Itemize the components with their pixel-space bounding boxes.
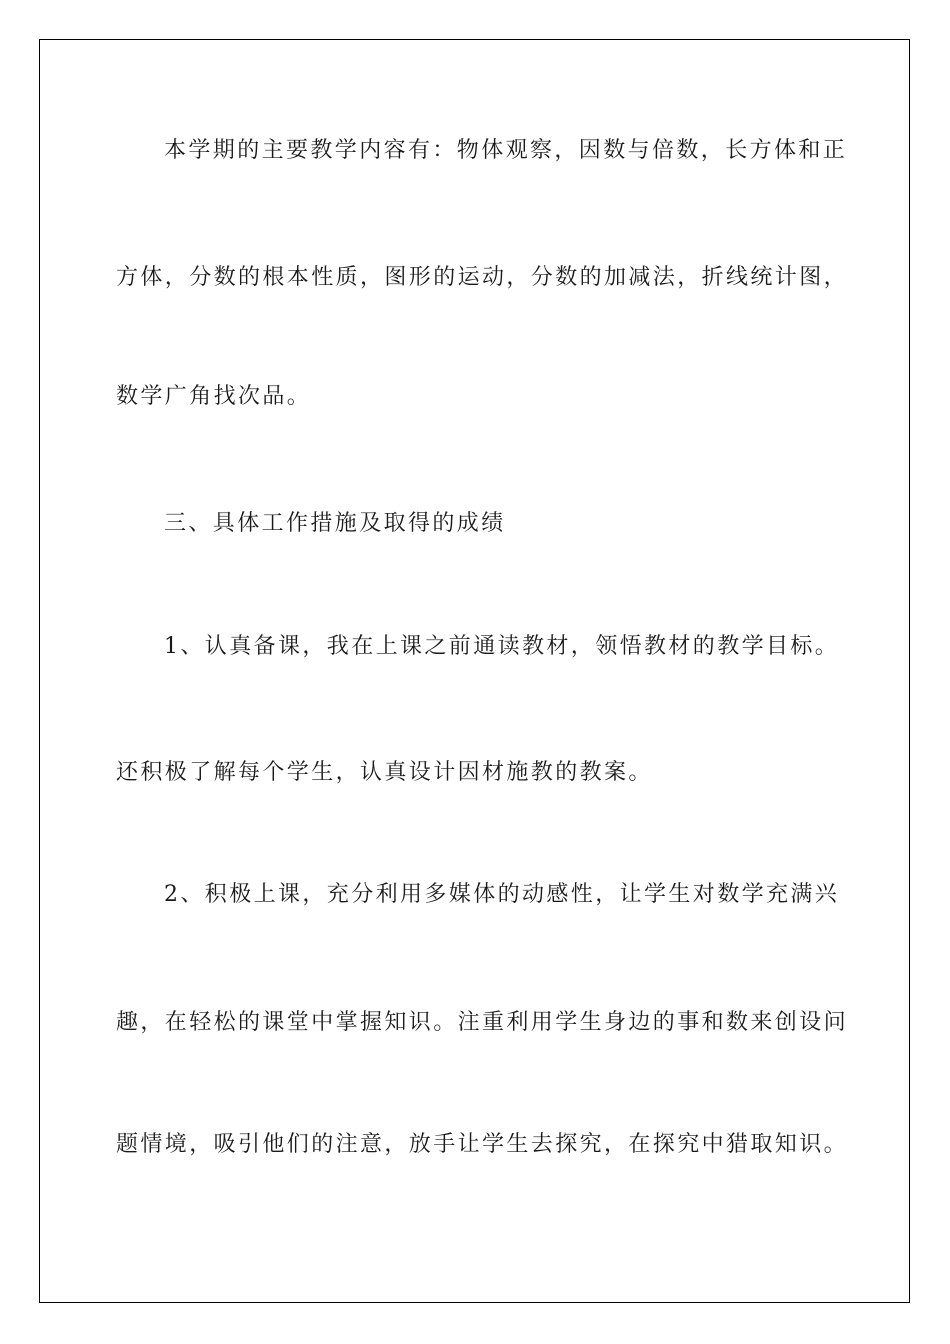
paragraph-line-2: 方体，分数的根本性质，图形的运动，分数的加减法，折线统计图， — [116, 265, 849, 290]
item-1-line-1: 1、认真备课，我在上课之前通读教材，领悟教材的教学目标。 — [164, 634, 840, 659]
item-1-line-2: 还积极了解每个学生，认真设计因材施教的教案。 — [116, 760, 653, 785]
paragraph-line-3: 数学广角找次品。 — [116, 384, 312, 409]
section-heading: 三、具体工作措施及取得的成绩 — [164, 511, 506, 536]
item-2-line-3: 题情境，吸引他们的注意，放手让学生去探究，在探究中猎取知识。 — [116, 1132, 849, 1157]
page-border — [39, 39, 910, 1303]
paragraph-line-1: 本学期的主要教学内容有：物体观察，因数与倍数，长方体和正 — [164, 138, 848, 163]
item-2-line-1: 2、积极上课，充分利用多媒体的动感性，让学生对数学充满兴 — [164, 882, 840, 907]
item-2-line-2: 趣，在轻松的课堂中掌握知识。注重利用学生身边的事和数来创设问 — [116, 1010, 849, 1035]
